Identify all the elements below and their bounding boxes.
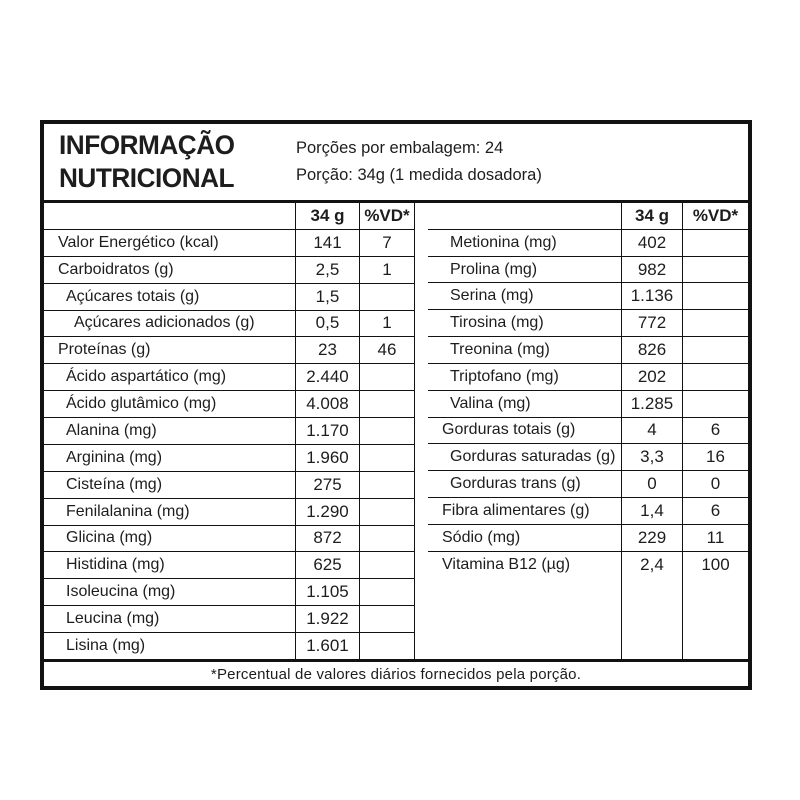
amount-value: 4 bbox=[621, 418, 683, 444]
table-row bbox=[44, 364, 414, 391]
dv-value: 7 bbox=[382, 232, 392, 252]
dv-column-header: %VD* bbox=[692, 205, 739, 225]
label-header bbox=[44, 124, 748, 203]
nutrient-label: Vitamina B12 (µg) bbox=[442, 555, 571, 573]
dv-value: 1 bbox=[382, 259, 392, 279]
dv-column-header: %VD* bbox=[364, 205, 410, 225]
amount-value: 1.105 bbox=[295, 579, 360, 605]
nutrient-label: Valina (mg) bbox=[450, 394, 531, 412]
amount-value: 1.136 bbox=[621, 283, 683, 309]
dv-value bbox=[360, 284, 414, 310]
table-row bbox=[44, 337, 414, 364]
dv-value bbox=[683, 391, 748, 417]
nutrient-label: Leucina (mg) bbox=[66, 610, 160, 628]
portion-size: Porção: 34g (1 medida dosadora) bbox=[296, 166, 542, 184]
dv-value bbox=[683, 283, 748, 309]
amount-value: 275 bbox=[295, 472, 360, 498]
dv-value bbox=[683, 364, 748, 390]
nutrient-label: Histidina (mg) bbox=[66, 556, 165, 574]
dv-value bbox=[360, 499, 414, 525]
amount-value: 2.440 bbox=[295, 364, 360, 390]
column-header-row bbox=[428, 203, 748, 230]
nutrient-label: Glicina (mg) bbox=[66, 529, 153, 547]
table-row bbox=[44, 499, 414, 526]
nutrient-label: Ácido aspartático (mg) bbox=[66, 368, 227, 386]
dv-value bbox=[683, 337, 748, 363]
table-row bbox=[428, 310, 748, 337]
nutrient-label: Fenilalanina (mg) bbox=[66, 502, 190, 520]
nutrient-label: Metionina (mg) bbox=[450, 233, 557, 251]
dv-value: 6 bbox=[710, 420, 721, 440]
table-row bbox=[44, 472, 414, 499]
nutrient-label: Proteínas (g) bbox=[58, 341, 151, 359]
label-footer bbox=[44, 659, 748, 686]
amount-value: 772 bbox=[621, 310, 683, 336]
table-row bbox=[44, 579, 414, 606]
amount-value: 2,5 bbox=[295, 257, 360, 283]
servings-per-package: Porções por embalagem: 24 bbox=[296, 139, 504, 157]
amount-value: 2,4 bbox=[621, 552, 683, 579]
dv-value bbox=[683, 310, 748, 336]
column-header-spacer bbox=[44, 203, 295, 229]
amount-value: 872 bbox=[295, 526, 360, 552]
table-row bbox=[428, 552, 748, 579]
dv-value bbox=[360, 445, 414, 471]
dv-value bbox=[360, 552, 414, 578]
amount-value: 1,5 bbox=[295, 284, 360, 310]
nutrient-label: Isoleucina (mg) bbox=[66, 583, 176, 601]
table-row bbox=[428, 230, 748, 257]
amount-value: 826 bbox=[621, 337, 683, 363]
amount-value: 1.922 bbox=[295, 606, 360, 632]
amount-value: 1.290 bbox=[295, 499, 360, 525]
nutrient-label: Treonina (mg) bbox=[450, 340, 550, 358]
amount-value: 141 bbox=[295, 230, 360, 256]
table-row bbox=[44, 230, 414, 257]
nutrient-label: Gorduras totais (g) bbox=[442, 421, 576, 439]
portion-info bbox=[296, 135, 748, 189]
amount-value: 23 bbox=[295, 337, 360, 363]
nutrient-label: Serina (mg) bbox=[450, 287, 534, 305]
nutrient-label: Gorduras trans (g) bbox=[450, 475, 581, 493]
dv-value bbox=[360, 472, 414, 498]
nutrient-label: Tirosina (mg) bbox=[450, 314, 544, 332]
label-title bbox=[59, 129, 296, 195]
amount-value: 3,3 bbox=[621, 444, 683, 470]
dv-value bbox=[360, 526, 414, 552]
amount-value: 1.960 bbox=[295, 445, 360, 471]
dv-value bbox=[683, 257, 748, 283]
table-row bbox=[44, 284, 414, 311]
table-row bbox=[428, 525, 748, 552]
dv-value bbox=[360, 391, 414, 417]
extension-amount-column bbox=[621, 578, 683, 659]
amount-value: 982 bbox=[621, 257, 683, 283]
amount-value: 1.170 bbox=[295, 418, 360, 444]
nutrient-tables bbox=[44, 203, 748, 659]
amount-column-header: 34 g bbox=[295, 203, 360, 229]
dv-value: 46 bbox=[377, 340, 397, 360]
table-row bbox=[428, 391, 748, 418]
dv-value: 16 bbox=[706, 447, 725, 467]
dv-value: 6 bbox=[710, 500, 721, 520]
table-row bbox=[44, 445, 414, 472]
table-row bbox=[44, 418, 414, 445]
amount-value: 229 bbox=[621, 525, 683, 551]
nutrient-label: Lisina (mg) bbox=[66, 636, 146, 654]
dv-value: 1 bbox=[382, 313, 392, 333]
table-row bbox=[44, 311, 414, 338]
table-row bbox=[428, 498, 748, 525]
amount-value: 1.601 bbox=[295, 633, 360, 659]
amount-value: 402 bbox=[621, 230, 683, 256]
amount-value: 625 bbox=[295, 552, 360, 578]
nutrient-label: Açúcares adicionados (g) bbox=[74, 314, 255, 332]
table-row bbox=[44, 526, 414, 553]
column-header-row bbox=[44, 203, 414, 230]
table-row bbox=[44, 552, 414, 579]
nutrient-label: Alanina (mg) bbox=[66, 421, 157, 439]
table-row bbox=[428, 257, 748, 284]
left-nutrient-table bbox=[44, 203, 415, 659]
right-nutrient-table bbox=[428, 203, 748, 659]
dv-value bbox=[683, 230, 748, 256]
title-line-1: INFORMAÇÃO bbox=[59, 130, 235, 160]
table-row bbox=[428, 283, 748, 310]
nutrient-label: Arginina (mg) bbox=[66, 448, 163, 466]
amount-value: 1,4 bbox=[621, 498, 683, 524]
table-row bbox=[44, 633, 414, 659]
column-header-spacer bbox=[428, 203, 621, 229]
table-row bbox=[428, 471, 748, 498]
nutrient-label: Açúcares totais (g) bbox=[66, 287, 200, 305]
dv-value bbox=[360, 364, 414, 390]
amount-value: 0,5 bbox=[295, 311, 360, 337]
extension-dv-column bbox=[683, 578, 748, 659]
nutrition-facts-box bbox=[40, 120, 752, 690]
daily-value-note: *Percentual de valores diários fornecidos pela porção. bbox=[210, 665, 582, 683]
nutrient-label: Fibra alimentares (g) bbox=[442, 501, 590, 519]
nutrient-label: Gorduras saturadas (g) bbox=[450, 448, 616, 466]
dv-value bbox=[360, 633, 414, 659]
nutrient-label: Carboidratos (g) bbox=[58, 260, 174, 278]
nutrient-label: Valor Energético (kcal) bbox=[58, 233, 219, 251]
dv-value: 11 bbox=[706, 527, 725, 547]
table-row bbox=[428, 418, 748, 445]
dv-value: 0 bbox=[710, 474, 721, 494]
table-row bbox=[44, 391, 414, 418]
extension-spacer bbox=[428, 578, 621, 659]
dv-value: 100 bbox=[701, 554, 730, 574]
dv-value bbox=[360, 418, 414, 444]
table-row bbox=[428, 444, 748, 471]
dv-value bbox=[360, 606, 414, 632]
table-row bbox=[428, 337, 748, 364]
nutrient-label: Ácido glutâmico (mg) bbox=[66, 395, 217, 413]
nutrient-label: Sódio (mg) bbox=[442, 528, 521, 546]
amount-value: 1.285 bbox=[621, 391, 683, 417]
amount-column-header: 34 g bbox=[621, 203, 683, 229]
amount-value: 0 bbox=[621, 471, 683, 497]
nutrient-label: Triptofano (mg) bbox=[450, 367, 559, 385]
table-row bbox=[428, 364, 748, 391]
title-line-2: NUTRICIONAL bbox=[59, 163, 235, 193]
dv-value bbox=[360, 579, 414, 605]
nutrient-label: Prolina (mg) bbox=[450, 260, 538, 278]
amount-value: 4.008 bbox=[295, 391, 360, 417]
column-lines-extension bbox=[428, 578, 748, 659]
table-row bbox=[44, 257, 414, 284]
amount-value: 202 bbox=[621, 364, 683, 390]
nutrient-label: Cisteína (mg) bbox=[66, 475, 163, 493]
table-row bbox=[44, 606, 414, 633]
